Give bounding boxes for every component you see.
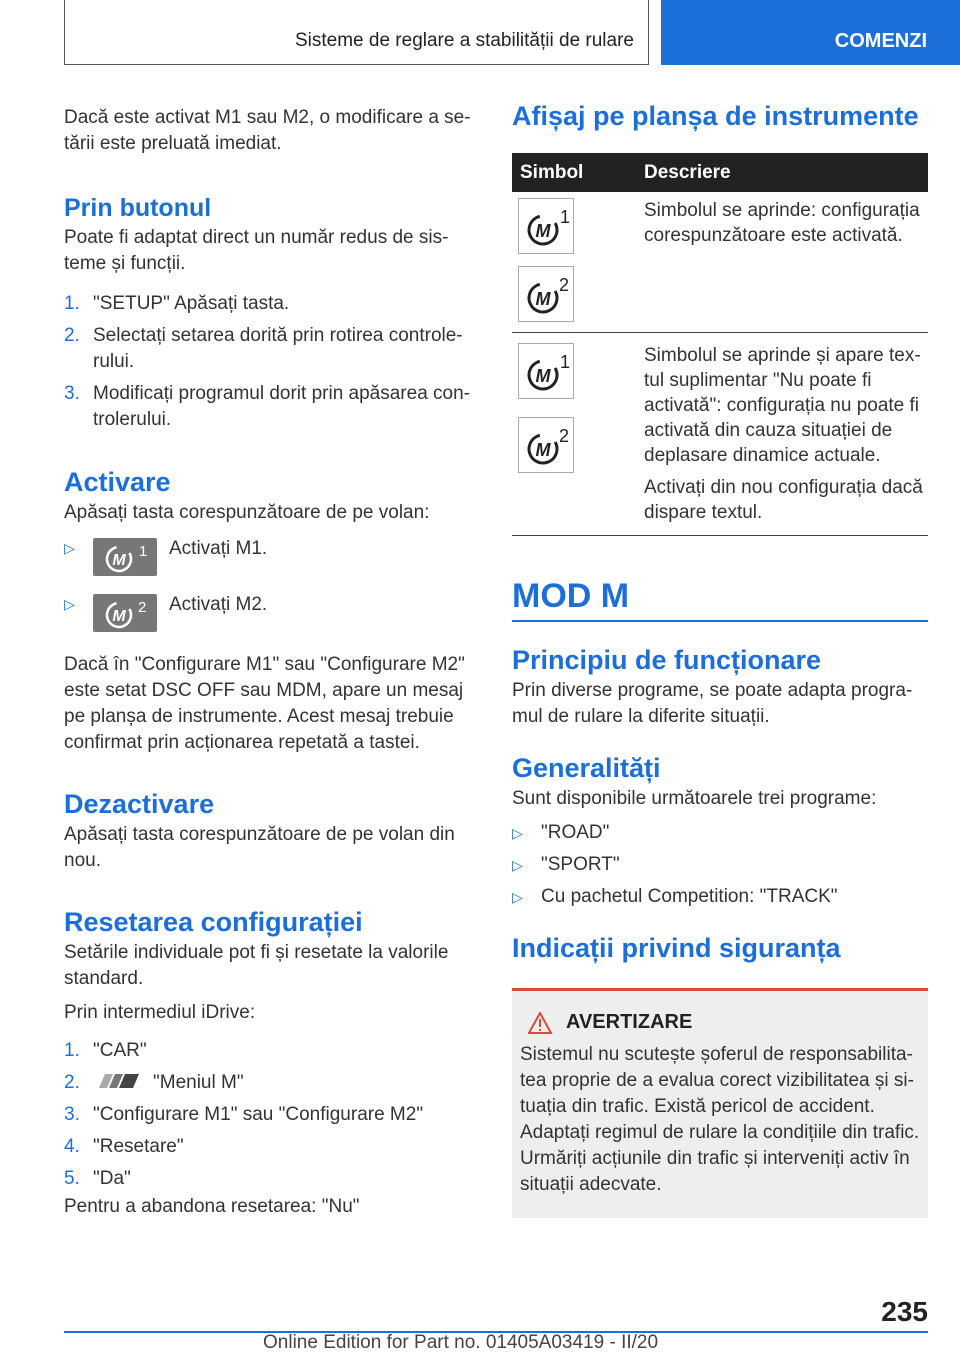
triangle-bullet-icon: ▷ — [512, 857, 523, 873]
triangle-bullet-icon: ▷ — [512, 825, 523, 841]
list-item — [64, 1070, 474, 1096]
reset-via: Prin intermediul iDrive: — [64, 1002, 256, 1023]
svg-text:2: 2 — [559, 426, 570, 446]
svg-text:M: M — [112, 608, 126, 625]
warning-box — [512, 988, 928, 1218]
list-item — [64, 1038, 474, 1064]
table-row — [512, 192, 928, 333]
section-header-box — [64, 0, 649, 65]
deactivation-text: Apăsați tasta corespunzătoare de pe volan din nou. — [64, 824, 455, 871]
description-cell — [642, 192, 928, 332]
activate-m1-item — [64, 538, 474, 588]
step-number: 1. — [64, 293, 80, 314]
reset-abort: Pentru a abandona resetarea: "Nu" — [64, 1196, 360, 1217]
list-item — [64, 1134, 474, 1160]
via-button-heading: Prin butonul — [64, 194, 212, 222]
step-text: "SETUP" Apăsați tasta. — [93, 293, 290, 314]
col-symbol-header: Simbol — [520, 161, 584, 183]
mod-m-heading: MOD M — [512, 577, 630, 615]
m1-button-icon — [93, 538, 157, 576]
step-number: 2. — [64, 325, 80, 346]
m1-symbol-icon — [518, 343, 574, 399]
activate-m2-item — [64, 594, 474, 644]
step-number: 2. — [64, 1072, 80, 1093]
list-item — [64, 291, 474, 317]
program-name: "ROAD" — [541, 822, 610, 843]
principle-heading: Principiu de funcționare — [512, 645, 822, 675]
warning-triangle-icon — [528, 1012, 552, 1034]
svg-text:2: 2 — [559, 275, 570, 295]
activation-heading: Activare — [64, 467, 171, 497]
table-row — [512, 333, 928, 536]
display-heading: Afișaj pe planșa de instrumente — [512, 101, 919, 131]
list-item — [64, 1102, 474, 1128]
description-text: Simbolul se aprinde: configurația corespunzătoare este activată. — [644, 200, 920, 246]
step-text: "Resetare" — [93, 1136, 184, 1157]
step-text: Modificați programul dorit prin apăsarea con-trolerului. — [93, 383, 471, 430]
triangle-bullet-icon: ▷ — [64, 540, 75, 556]
m2-symbol-icon — [518, 266, 574, 322]
m-menu-stripes-icon — [93, 1072, 145, 1090]
svg-text:M: M — [112, 552, 126, 569]
programs-list — [512, 820, 928, 910]
col-description-header: Descriere — [644, 161, 731, 183]
program-name: Cu pachetul Competition: "TRACK" — [541, 886, 838, 907]
description-text: Simbolul se aprinde și apare tex-tul suplimentar "Nu poate fi activată": configurația nu poate fi activată din cauza situației de deplasare dinamice actuale. — [644, 345, 921, 466]
table-header — [512, 153, 928, 192]
list-item — [64, 381, 474, 433]
step-text: "Meniul M" — [153, 1072, 244, 1093]
step-text: "Da" — [93, 1168, 131, 1189]
step-text: "CAR" — [93, 1040, 147, 1061]
svg-text:M: M — [535, 440, 551, 460]
heading-divider — [512, 620, 928, 622]
svg-text:M: M — [535, 221, 551, 241]
list-item — [512, 820, 928, 846]
triangle-bullet-icon: ▷ — [64, 596, 75, 612]
chapter-tab[interactable] — [661, 0, 960, 65]
description-cell — [642, 333, 928, 535]
setup-steps — [64, 291, 474, 433]
activate-m1-label: Activați M1. — [169, 538, 268, 559]
step-number: 3. — [64, 383, 80, 404]
activate-m2-label: Activați M2. — [169, 594, 268, 615]
step-text: Selectați setarea dorită prin rotirea controle-rului. — [93, 325, 463, 372]
m1-symbol-icon — [518, 198, 574, 254]
via-button-text: Poate fi adaptat direct un număr redus de sis-teme și funcții. — [64, 227, 449, 274]
m2-button-icon — [93, 594, 157, 632]
m2-symbol-icon — [518, 417, 574, 473]
symbol-cell — [512, 192, 642, 332]
symbol-table — [512, 153, 928, 536]
deactivation-heading: Dezactivare — [64, 789, 215, 819]
list-item — [64, 1166, 474, 1192]
reset-steps — [64, 1038, 474, 1192]
warning-title-text: AVERTIZARE — [566, 1011, 693, 1033]
reset-heading: Resetarea configurației — [64, 907, 363, 937]
reset-text: Setările individuale pot fi și resetate la valorile standard. — [64, 942, 449, 989]
activation-note: Dacă în "Configurare M1" sau "Configurare M2" este setat DSC OFF sau MDM, apare un mesaj pe planșa de instrumente. Acest mesaj trebuie confirmat prin acționarea repetată a tastei. — [64, 654, 465, 753]
page-number: 235 — [881, 1296, 928, 1327]
chapter-tab-label: COMENZI — [834, 30, 927, 52]
warning-text: Sistemul nu scutește șoferul de responsabilita-tea proprie de a evalua corect vizibilitatea și si-tuația din trafic. Există pericol de accident. Adaptați regimul de rulare la condițiile din trafic. Urmăriți acțiunile din trafic și interveniți activ în situații adecvate. — [520, 1044, 920, 1195]
svg-text:M: M — [535, 366, 551, 386]
triangle-bullet-icon: ▷ — [512, 889, 523, 905]
svg-text:1: 1 — [560, 207, 571, 227]
left-column — [64, 105, 474, 1220]
svg-text:1: 1 — [139, 543, 148, 560]
warning-title — [520, 1011, 920, 1034]
list-item — [64, 323, 474, 375]
program-name: "SPORT" — [541, 854, 620, 875]
svg-text:M: M — [535, 289, 551, 309]
general-heading: Generalități — [512, 753, 661, 783]
symbol-cell — [512, 333, 642, 535]
step-number: 1. — [64, 1040, 80, 1061]
description-text-2: Activați din nou configurația dacă dispare textul. — [644, 477, 923, 523]
general-text: Sunt disponibile următoarele trei programe: — [512, 788, 877, 809]
step-number: 4. — [64, 1136, 80, 1157]
svg-text:1: 1 — [560, 352, 571, 372]
step-text: "Configurare M1" sau "Configurare M2" — [93, 1104, 424, 1125]
list-item — [512, 852, 928, 878]
intro-paragraph: Dacă este activat M1 sau M2, o modificare a se-tării este preluată imediat. — [64, 107, 471, 154]
footer-edition: Online Edition for Part no. 01405A03419 - II/20 — [263, 1332, 659, 1353]
activation-text: Apăsați tasta corespunzătoare de pe volan: — [64, 502, 430, 523]
list-item — [512, 884, 928, 910]
safety-heading: Indicații privind siguranța — [512, 933, 841, 963]
right-column — [512, 100, 928, 1218]
svg-text:2: 2 — [138, 599, 147, 616]
step-number: 5. — [64, 1168, 80, 1189]
principle-text: Prin diverse programe, se poate adapta progra-mul de rulare la diferite situații. — [512, 680, 913, 727]
section-title: Sisteme de reglare a stabilității de rulare — [294, 30, 634, 51]
step-number: 3. — [64, 1104, 80, 1125]
